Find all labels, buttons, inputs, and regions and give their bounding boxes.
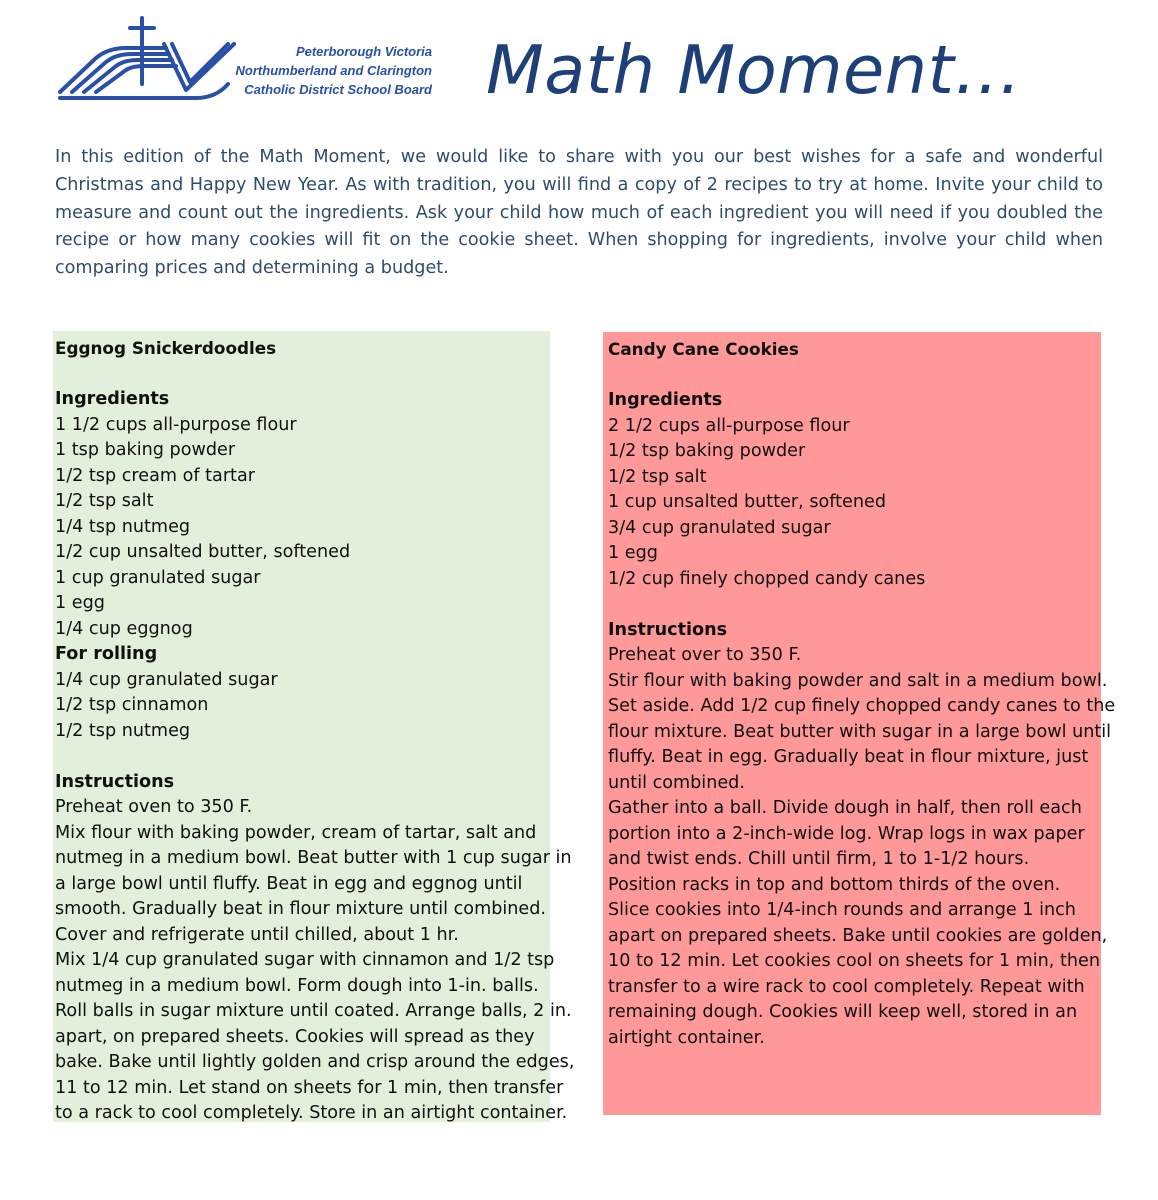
list-item: 1 tsp baking powder [55,440,236,460]
instruction-line: to a rack to cool completely. Store in an airtight container. [55,1103,568,1123]
list-item: 1 egg [608,543,658,563]
list-item: 1 cup unsalted butter, softened [608,492,887,512]
list-item: 1/2 cup finely chopped candy canes [608,568,926,589]
instructions-heading: Instructions [55,771,175,792]
ingredient-list [608,414,1101,593]
instruction-line: a large bowl until fluffy. Beat in egg and eggnog until [55,873,523,894]
list-item: 1 1/2 cups all-purpose flour [55,414,297,435]
recipe-title: Candy Cane Cookies [608,339,799,359]
ingredient-list [55,413,550,643]
instruction-line: apart, on prepared sheets. Cookies will spread as they [55,1026,535,1047]
instruction-line: 10 to 12 min. Let cookies cool on sheets for 1 min, then [608,951,1101,971]
school-board-name [222,42,432,99]
logo-line-1: Peterborough Victoria [295,44,432,59]
eggnog-recipe-card [53,331,575,1123]
instruction-line: and twist ends. Chill until firm, 1 to 1-1/2 hours. [608,849,1030,869]
instruction-line: smooth. Gradually beat in flour mixture until combined. [55,899,547,919]
instruction-line: fluffy. Beat in egg. Gradually beat in flour mixture, just [608,747,1089,767]
list-item: 2 1/2 cups all-purpose flour [608,415,850,436]
instruction-line: nutmeg in a medium bowl. Beat butter with 1 cup sugar in [55,848,572,868]
instruction-line: until combined. [608,772,745,793]
instruction-line: remaining dough. Cookies will keep well, stored in an [608,1002,1078,1022]
logo-line-3: Catholic District School Board [244,82,432,97]
list-item: 1/2 tsp nutmeg [55,720,191,741]
list-item: 1/4 cup granulated sugar [55,669,278,690]
list-item: 1/2 cup unsalted butter, softened [55,542,351,562]
instruction-line: bake. Bake until lightly golden and crisp around the edges, [55,1052,575,1072]
list-item: 3/4 cup granulated sugar [608,517,831,538]
instruction-line: nutmeg in a medium bowl. Form dough into 1-in. balls. [55,975,539,996]
instruction-line: Roll balls in sugar mixture until coated. Arrange balls, 2 in. [55,1001,572,1021]
rolling-heading: For rolling [55,644,158,664]
instruction-line: airtight container. [608,1027,765,1048]
rolling-list [55,668,550,745]
instruction-line: Preheat over to 350 F. [608,645,802,665]
instruction-line: Cover and refrigerate until chilled, about 1 hr. [55,924,459,945]
list-item: 1/4 cup eggnog [55,618,193,639]
candy-cane-recipe-card [603,332,1116,1115]
recipe-title: Eggnog Snickerdoodles [55,338,277,358]
instruction-line: flour mixture. Beat butter with sugar in a large bowl until [608,721,1112,742]
instruction-line: Set aside. Add 1/2 cup finely chopped candy canes to the [608,696,1116,716]
instructions-heading: Instructions [608,619,728,640]
header [0,0,1158,130]
instruction-line: Stir flour with baking powder and salt in a medium bowl. [608,670,1108,691]
instruction-line: portion into a 2-inch-wide log. Wrap logs in wax paper [608,823,1085,844]
ingredients-heading: Ingredients [55,389,170,409]
instruction-line: transfer to a wire rack to cool completely. Repeat with [608,976,1085,997]
instruction-line: apart on prepared sheets. Bake until cookies are golden, [608,925,1108,946]
instruction-line: Position racks in top and bottom thirds of the oven. [608,874,1061,895]
instructions-text [55,795,575,1127]
instruction-line: Slice cookies into 1/4-inch rounds and arrange 1 inch [608,900,1076,920]
list-item: 1/2 tsp salt [55,491,154,511]
list-item: 1 cup granulated sugar [55,567,261,588]
list-item: 1/2 tsp baking powder [608,441,806,461]
instruction-line: 11 to 12 min. Let stand on sheets for 1 min, then transfer [55,1077,564,1098]
list-item: 1 egg [55,593,105,613]
list-item: 1/4 tsp nutmeg [55,516,191,537]
intro-paragraph: In this edition of the Math Moment, we would like to share with you our best wishes for a safe and wonderful Christmas and Happy New Year. As with tradition, you will find a copy of 2 recipes to try at home. Invite your child to measure and count out the ingredients. Ask your child how much of each ingredient you will need if you doubled the recipe or how many cookies will fit on the cookie sheet. When shopping for ingredients, involve your child when comparing prices and determining a budget. [55,147,1103,279]
instruction-line: Mix flour with baking powder, cream of tartar, salt and [55,822,537,843]
list-item: 1/2 tsp salt [608,466,707,487]
instruction-line: Mix 1/4 cup granulated sugar with cinnamon and 1/2 tsp [55,950,555,970]
logo-line-2: Northumberland and Clarington [235,63,432,78]
list-item: 1/2 tsp cinnamon [55,695,209,715]
school-board-logo-icon [56,14,246,104]
ingredients-heading: Ingredients [608,390,723,410]
instructions-text [608,643,1116,1051]
page-title: Math Moment… [486,31,1022,109]
list-item: 1/2 tsp cream of tartar [55,465,255,486]
instruction-line: Gather into a ball. Divide dough in half, then roll each [608,798,1082,818]
instruction-line: Preheat oven to 350 F. [55,797,253,817]
